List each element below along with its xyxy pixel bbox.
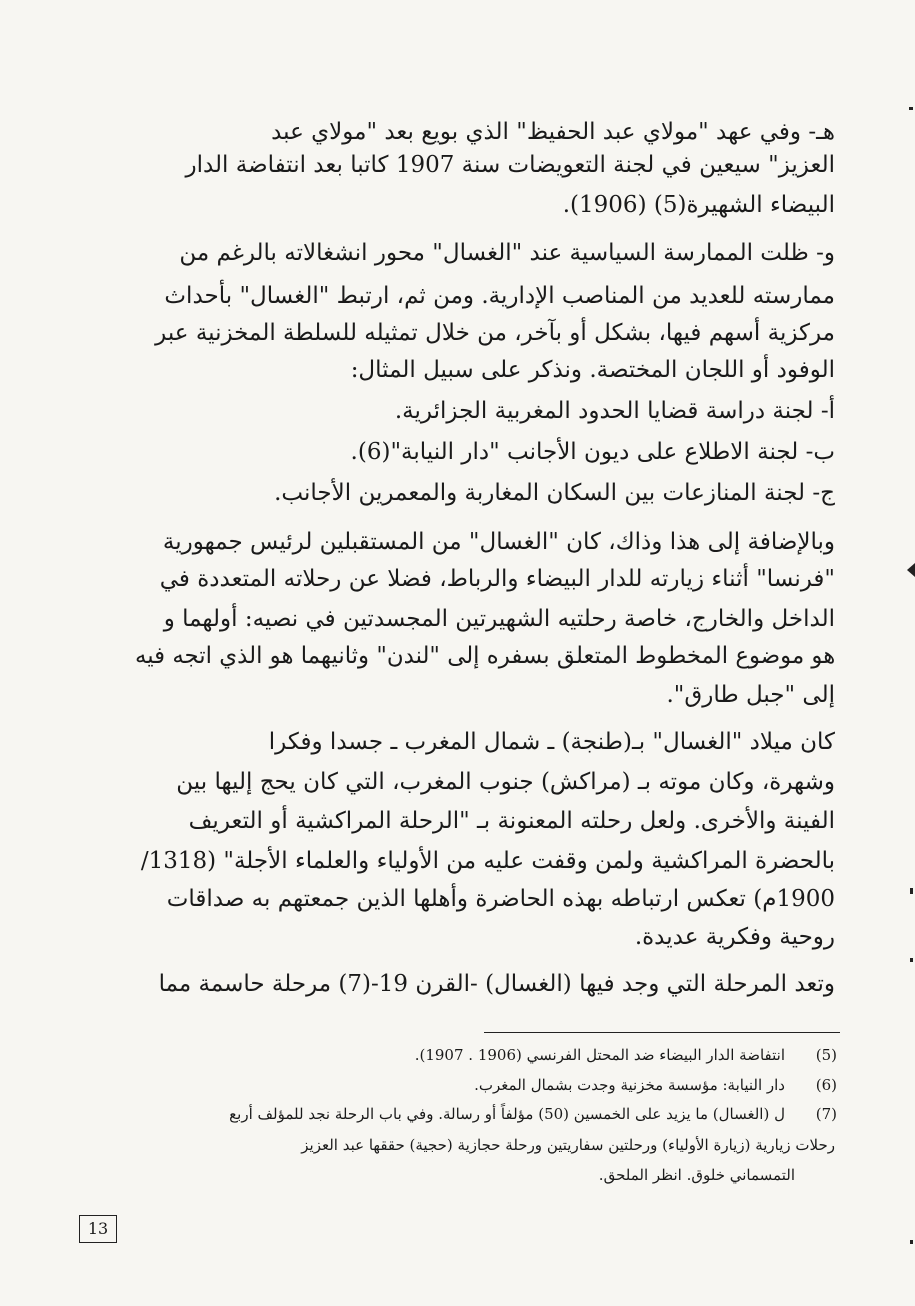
body-line: وبالإضافة إلى هذا وذاك، كان "الغسال" من المستقبلين لرئيس جمهورية [162, 529, 835, 555]
footnote-text: رحلات زيارية (زيارة الأولياء) ورحلتين سفاريتين ورحلة حجازية (حجية) حققها عبد العزيز [301, 1136, 835, 1154]
list-item: ب- لجنة الاطلاع على ديون الأجانب "دار النيابة"(6). [350, 439, 835, 465]
scan-mark [910, 958, 913, 962]
body-line: الفينة والأخرى. ولعل رحلته المعنونة بـ "الرحلة المراكشية أو التعريف [188, 808, 835, 834]
footnote-text: ل (الغسال) ما يزيد على الخمسين (50) مؤلفاً أو رسالة. وفي باب الرحلة نجد للمؤلف أربع [229, 1105, 785, 1123]
body-line: البيضاء الشهيرة(5) (1906). [562, 192, 835, 218]
list-item: ج- لجنة المنازعات بين السكان المغاربة والمعمرين الأجانب. [274, 480, 835, 506]
body-line: العزيز" سيعين في لجنة التعويضات سنة 1907 كاتبا بعد انتفاضة الدار [185, 152, 835, 178]
body-line: بالحضرة المراكشية ولمن وقفت عليه من الأولياء والعلماء الأجلة" (1318/ [140, 848, 835, 874]
body-line: وشهرة، وكان موته بـ (مراكش) جنوب المغرب، التي كان يحج إليها بين [176, 769, 835, 795]
body-line: إلى "جبل طارق". [666, 682, 835, 708]
footnote-text: التمسماني خلوق. انظر الملحق. [598, 1166, 795, 1184]
list-item: أ- لجنة دراسة قضايا الحدود المغربية الجزائرية. [394, 398, 835, 424]
scan-mark [909, 107, 913, 110]
scan-mark [910, 1240, 913, 1244]
body-line: هو موضوع المخطوط المتعلق بسفره إلى "لندن" وثانيهما هو الذي اتجه فيه [134, 643, 835, 669]
body-line: 1900م) تعكس ارتباطه بهذه الحاضرة وأهلها الذين جمعتهم به صداقات [166, 886, 835, 912]
page-number: 13 [79, 1215, 117, 1243]
footnote-number: (6) [815, 1076, 837, 1094]
footnote-separator [484, 1032, 840, 1033]
body-line: وتعد المرحلة التي وجد فيها (الغسال) -القرن 19-(7) مرحلة حاسمة مما [158, 971, 835, 997]
body-line: هـ- وفي عهد "مولاي عبد الحفيظ" الذي بويع بعد "مولاي عبد [271, 119, 835, 145]
body-line: الوفود أو اللجان المختصة. ونذكر على سبيل المثال: [350, 357, 835, 383]
footnote-number: (5) [815, 1046, 837, 1064]
body-line: مركزية أسهم فيها، بشكل أو بآخر، من خلال تمثيله للسلطة المخزنية عبر [155, 320, 835, 346]
footnote-text: دار النيابة: مؤسسة مخزنية وجدت بشمال المغرب. [474, 1076, 785, 1094]
body-line: كان ميلاد "الغسال" بـ(طنجة) ـ شمال المغرب ـ جسدا وفكرا [268, 729, 835, 755]
body-line: ممارسته للعديد من المناصب الإدارية. ومن ثم، ارتبط "الغسال" بأحداث [164, 283, 835, 309]
scan-mark [910, 888, 913, 894]
body-line: و- ظلت الممارسة السياسية عند "الغسال" محور انشغالاته بالرغم من [179, 240, 835, 266]
body-line: الداخل والخارج، خاصة رحلتيه الشهيرتين المجسدتين في نصيه: أولهما و [163, 606, 835, 632]
footnote-number: (7) [815, 1105, 837, 1123]
body-line: "فرنسا" أثناء زيارته للدار البيضاء والرباط، فضلا عن رحلاته المتعددة في [159, 566, 835, 592]
footnote-text: انتفاضة الدار البيضاء ضد المحتل الفرنسي (1906 . 1907). [414, 1046, 785, 1064]
body-line: روحية وفكرية عديدة. [634, 924, 835, 950]
scan-mark [907, 563, 915, 577]
